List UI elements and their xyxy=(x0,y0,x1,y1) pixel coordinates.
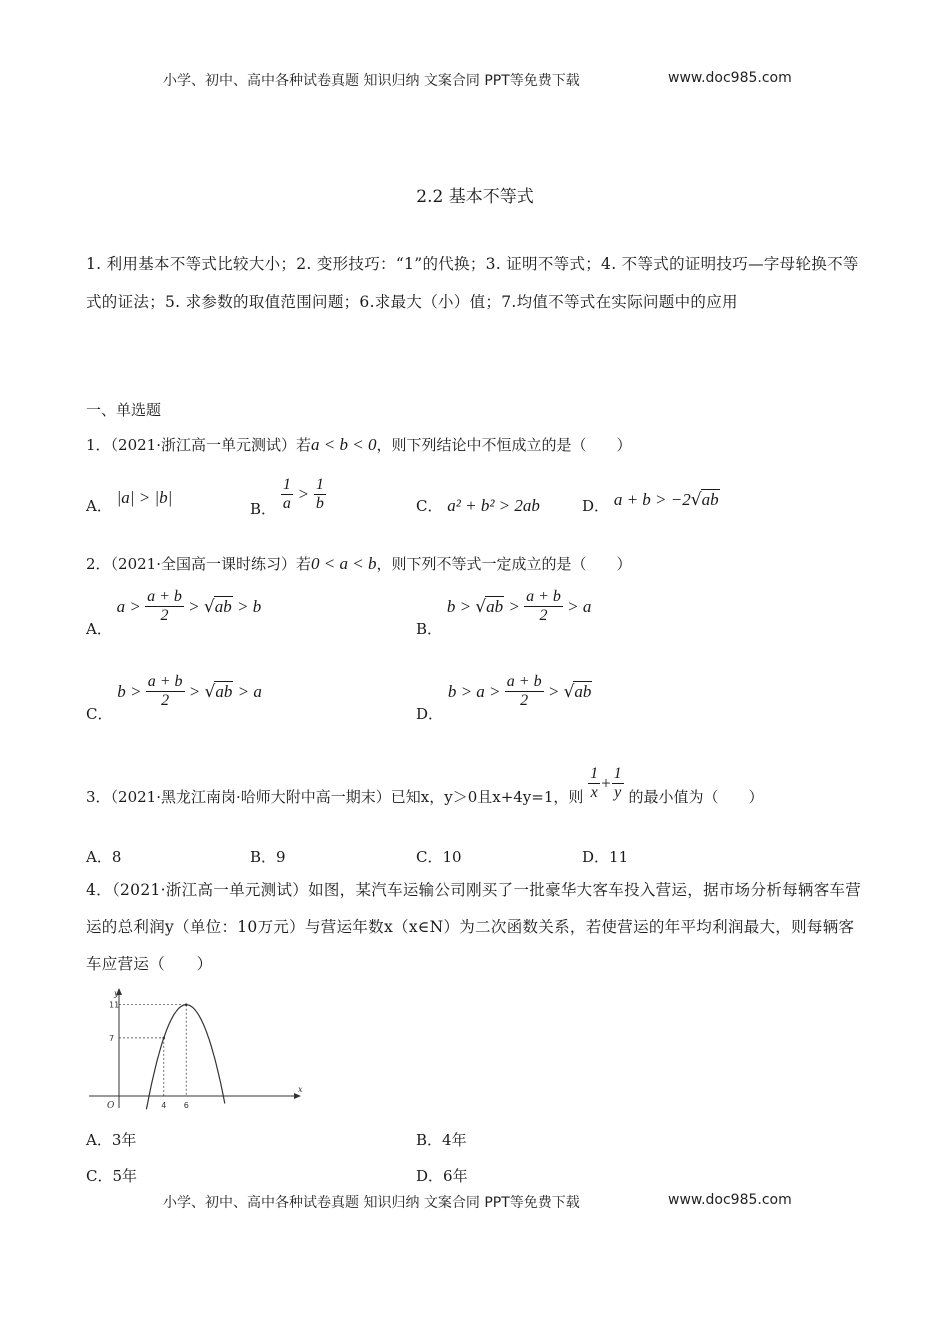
q1-option-c-expr: a² + b² > 2ab xyxy=(447,496,540,515)
q4-option-a[interactable]: A．3年 xyxy=(86,1131,137,1149)
q2-option-a[interactable]: A． a > $\frac{a + b}{2}$ > √ab > b xyxy=(86,588,262,638)
section-heading: 一、单选题 xyxy=(86,401,162,419)
footer-text: 小学、初中、高中各种试卷真题 知识归纳 文案合同 PPT等免费下载 xyxy=(163,1195,580,1211)
x-axis-label: x xyxy=(298,1085,303,1094)
question-1-stem xyxy=(86,434,631,455)
q4-option-c[interactable]: C．5年 xyxy=(86,1167,138,1185)
q1-option-b-frac-a: $\frac{1}{a}$ xyxy=(282,475,291,512)
question-4-stem: 4．（2021·浙江高一单元测试）如图，某汽车运输公司刚买了一批豪华大客车投入营运，据市场分析每辆客车营运的总利润y（单位：10万元）与营运年数x（x∈N）为二次函数关系，若使营运的年平均利润最大，则每辆客车应营运（ ） xyxy=(86,881,862,973)
q2-prefix: 2．（2021·全国高一课时练习）若 xyxy=(86,555,311,573)
header-site-link[interactable]: www.doc985.com xyxy=(668,70,792,86)
q1-option-b[interactable]: B． $\frac{1}{a}$ > $\frac{1}{b}$ xyxy=(250,475,324,518)
page-title: 2.2 基本不等式 xyxy=(416,187,534,207)
q3-option-c[interactable]: C．10 xyxy=(416,848,462,866)
q1-option-b-label: B． xyxy=(250,500,277,518)
q3-option-d[interactable]: D．11 xyxy=(582,848,629,866)
origin-label: O xyxy=(107,1101,115,1110)
q2-option-d[interactable]: D． b > a > $\frac{a + b}{2}$ > √ab xyxy=(416,673,592,723)
q1-option-d-label: D． xyxy=(582,497,610,515)
intro-paragraph: 1. 利用基本不等式比较大小；2. 变形技巧：“1”的代换；3. 证明不等式；4. 不等式的证明技巧—字母轮换不等式的证法；5. 求参数的取值范围问题；6.求最大（小）值；7.均值不等式在实际问题中的应用 xyxy=(86,255,859,311)
q3-option-a[interactable]: A．8 xyxy=(86,848,122,866)
q1-option-a-label: A． xyxy=(86,497,112,515)
y-tick-label-7: 7 xyxy=(109,1033,115,1043)
q3-suffix: 的最小值为（ ） xyxy=(628,788,764,806)
profit-curve xyxy=(146,1005,224,1110)
q2-option-b[interactable]: B． b > √ab > $\frac{a + b}{2}$ > a xyxy=(416,588,592,638)
q3-option-b[interactable]: B．9 xyxy=(250,848,286,866)
q2-option-c[interactable]: C． b > $\frac{a + b}{2}$ > √ab > a xyxy=(86,673,262,723)
question-3-stem: 3．（2021·黑龙江南岗·哈师大附中高一期末）已知x，y＞0且x+4y=1，则 $\frac{1}{x}$ + $\frac{1}{y}$ 的最小值为（ ） xyxy=(86,764,764,806)
q1-option-c-label: C． xyxy=(416,497,443,515)
question-2-stem xyxy=(86,553,631,574)
x-tick-label-6: 6 xyxy=(183,1101,189,1110)
header-text: 小学、初中、高中各种试卷真题 知识归纳 文案合同 PPT等免费下载 xyxy=(163,73,580,89)
footer-site-link[interactable]: www.doc985.com xyxy=(668,1192,792,1208)
q1-option-a-expr: |a| > |b| xyxy=(116,488,173,507)
x-tick-label-4: 4 xyxy=(161,1101,167,1110)
q4-option-b[interactable]: B．4年 xyxy=(416,1131,467,1149)
q2-condition: 0 < a < b xyxy=(311,554,377,573)
q1-option-a[interactable] xyxy=(86,488,173,516)
q4-profit-chart xyxy=(86,986,306,1110)
q3-frac-y: $\frac{1}{y}$ xyxy=(613,764,622,801)
point-6-11 xyxy=(185,1003,188,1006)
y-tick-label-11: 11 xyxy=(109,1000,120,1010)
q1-option-b-frac-b: $\frac{1}{b}$ xyxy=(315,475,324,512)
y-axis-label: y xyxy=(114,989,119,998)
q3-frac-x: $\frac{1}{x}$ xyxy=(590,764,599,801)
q1-option-d[interactable]: D． a + b > −2√ab xyxy=(582,490,719,515)
q1-suffix: ，则下列结论中不恒成立的是（ ） xyxy=(376,436,632,454)
q2-suffix: ，则下列不等式一定成立的是（ ） xyxy=(376,555,632,573)
q1-option-c[interactable] xyxy=(416,495,540,516)
q1-prefix: 1．（2021·浙江高一单元测试）若 xyxy=(86,436,311,454)
q1-condition: a < b < 0 xyxy=(311,435,377,454)
point-4-7 xyxy=(163,1037,166,1040)
q3-prefix: 3．（2021·黑龙江南岗·哈师大附中高一期末）已知x，y＞0且x+4y=1，则 xyxy=(86,788,584,806)
q4-option-d[interactable]: D．6年 xyxy=(416,1167,468,1185)
